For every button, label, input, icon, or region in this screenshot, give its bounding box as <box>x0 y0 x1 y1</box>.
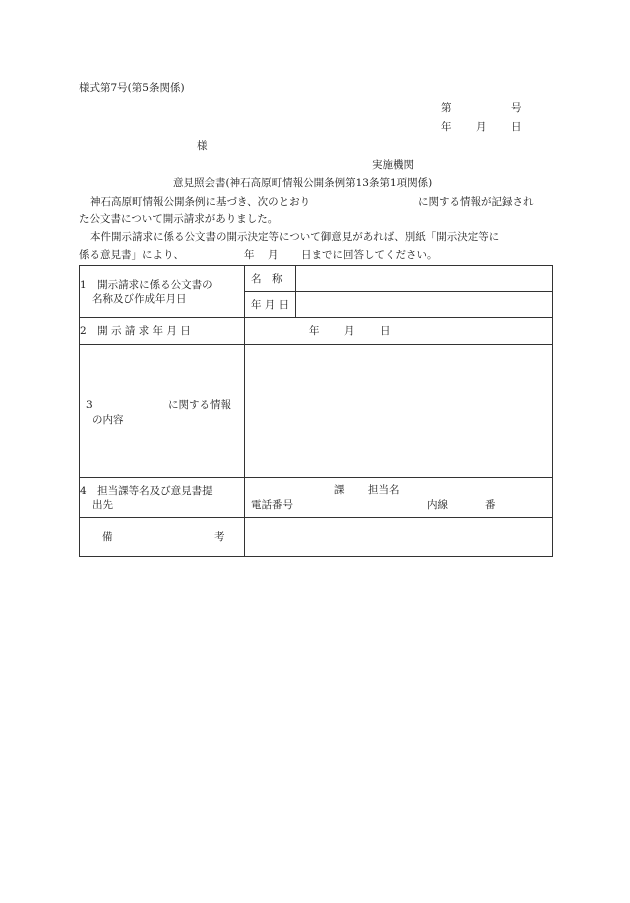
row2-label: 2 開 示 請 求 年 月 日 <box>80 318 245 345</box>
row4-tantou: 担当名 <box>368 484 400 496</box>
row4-ka: 課 <box>334 484 345 496</box>
row2-day: 日 <box>380 325 391 337</box>
table-row-request-date <box>80 318 553 345</box>
table-row-document-name <box>80 266 553 292</box>
row3-label-num: 3 <box>86 399 93 411</box>
document-title: 意見照会書(神石高原町情報公開条例第13条第1項関係) <box>173 177 433 189</box>
row1-label-line1: 1 開示請求に係る公文書の <box>80 278 213 291</box>
row1-sub-date-label: 年 月 日 <box>245 292 296 318</box>
table-row-remarks <box>80 518 553 557</box>
row4-label-line1: 4 担当課等名及び意見書提 <box>80 484 213 497</box>
row4-label-line2: 出先 <box>92 498 113 511</box>
row1-date-value <box>296 292 553 318</box>
row4-value <box>245 478 553 518</box>
row1-label <box>80 266 245 318</box>
row5-label-b: 考 <box>214 531 225 543</box>
row4-naisen: 内線 <box>427 499 448 511</box>
date-month: 月 <box>476 121 487 133</box>
row5-label-a: 備 <box>102 531 113 543</box>
table-row-info-content <box>80 345 553 478</box>
row2-month: 月 <box>344 325 355 337</box>
row3-label-text: に関する情報 <box>168 399 231 411</box>
row5-value <box>245 518 553 557</box>
row4-denwa: 電話番号 <box>251 499 293 511</box>
row3-value <box>245 345 553 478</box>
para2-line2-b: 日までに回答してください。 <box>301 249 438 261</box>
issuer-label: 実施機関 <box>372 159 414 171</box>
date-year: 年 <box>441 121 452 133</box>
date-day: 日 <box>511 121 522 133</box>
form-number: 様式第7号(第5条関係) <box>79 82 185 94</box>
row3-label-line2: の内容 <box>92 414 124 426</box>
row1-sub-name-label: 名 称 <box>245 266 296 292</box>
row1-name-value <box>296 266 553 292</box>
para1-line1-a: 神石高原町情報公開条例に基づき、次のとおり <box>90 196 311 208</box>
para2-line2-a: 係る意見書」により、 <box>79 249 184 261</box>
document-number-go: 号 <box>511 102 522 114</box>
row4-label <box>80 478 245 518</box>
row4-ban: 番 <box>485 499 496 511</box>
inquiry-table <box>79 265 553 557</box>
para2-line2-year: 年 <box>244 249 255 261</box>
para1-line2: た公文書について開示請求がありました。 <box>79 213 279 225</box>
row3-label <box>80 345 245 478</box>
para2-line1: 本件開示請求に係る公文書の開示決定等について御意見があれば、別紙「開示決定等に <box>90 231 500 243</box>
addressee-sama: 様 <box>197 140 208 152</box>
document-number-dai: 第 <box>441 102 452 114</box>
table-row-department <box>80 478 553 518</box>
row5-label <box>80 518 245 557</box>
para2-line2-month: 月 <box>268 249 279 261</box>
row2-year: 年 <box>309 325 320 337</box>
row1-label-line2: 名称及び作成年月日 <box>92 292 187 305</box>
para1-line1-b: に関する情報が記録され <box>418 196 534 208</box>
row2-value <box>245 318 553 345</box>
